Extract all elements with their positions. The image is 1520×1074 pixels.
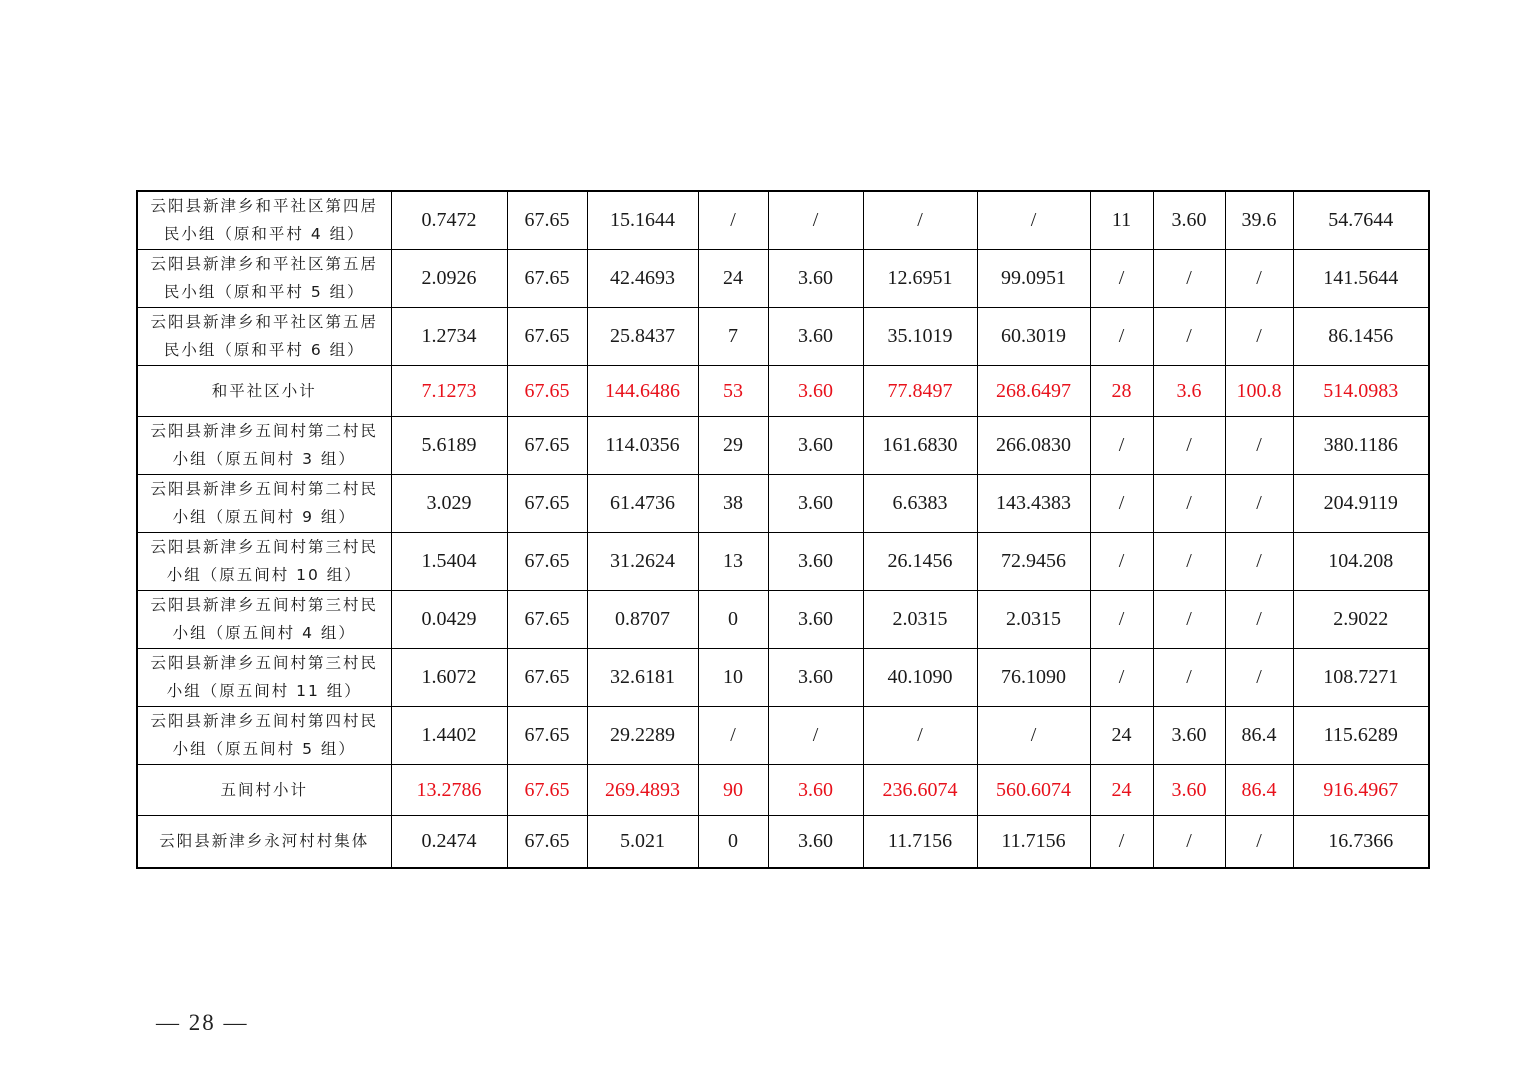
value-cell: / bbox=[698, 706, 768, 764]
value-cell: 76.1090 bbox=[977, 648, 1090, 706]
value-cell: / bbox=[977, 706, 1090, 764]
value-cell: 7 bbox=[698, 307, 768, 365]
value-cell: 3.60 bbox=[1153, 191, 1225, 249]
value-cell: 3.60 bbox=[768, 590, 863, 648]
value-cell: 144.6486 bbox=[587, 365, 698, 416]
table-row bbox=[137, 416, 1429, 474]
value-cell: / bbox=[1153, 590, 1225, 648]
value-cell: / bbox=[698, 191, 768, 249]
value-cell: / bbox=[1090, 815, 1153, 868]
value-cell: / bbox=[863, 706, 977, 764]
value-cell: 28 bbox=[1090, 365, 1153, 416]
table-row bbox=[137, 307, 1429, 365]
value-cell: 0.0429 bbox=[391, 590, 507, 648]
value-cell: 35.1019 bbox=[863, 307, 977, 365]
value-cell: 40.1090 bbox=[863, 648, 977, 706]
value-cell: 67.65 bbox=[507, 590, 587, 648]
value-cell: 26.1456 bbox=[863, 532, 977, 590]
table-row bbox=[137, 648, 1429, 706]
value-cell: 204.9119 bbox=[1293, 474, 1429, 532]
value-cell: 67.65 bbox=[507, 706, 587, 764]
value-cell: 67.65 bbox=[507, 648, 587, 706]
value-cell: / bbox=[1090, 648, 1153, 706]
value-cell: 104.208 bbox=[1293, 532, 1429, 590]
value-cell: 67.65 bbox=[507, 532, 587, 590]
group-name-cell: 云阳县新津乡五间村第三村民小组（原五间村 11 组） bbox=[137, 648, 391, 706]
value-cell: 108.7271 bbox=[1293, 648, 1429, 706]
value-cell: / bbox=[977, 191, 1090, 249]
value-cell: 54.7644 bbox=[1293, 191, 1429, 249]
value-cell: 1.5404 bbox=[391, 532, 507, 590]
value-cell: 42.4693 bbox=[587, 249, 698, 307]
group-name-cell: 云阳县新津乡五间村第三村民小组（原五间村 4 组） bbox=[137, 590, 391, 648]
value-cell: / bbox=[1225, 474, 1293, 532]
value-cell: 6.6383 bbox=[863, 474, 977, 532]
value-cell: 143.4383 bbox=[977, 474, 1090, 532]
page-number: — 28 — bbox=[156, 1010, 249, 1035]
value-cell: 61.4736 bbox=[587, 474, 698, 532]
value-cell: 13.2786 bbox=[391, 764, 507, 815]
value-cell: / bbox=[1225, 307, 1293, 365]
value-cell: 236.6074 bbox=[863, 764, 977, 815]
value-cell: 3.6 bbox=[1153, 365, 1225, 416]
table-body bbox=[137, 191, 1429, 868]
value-cell: / bbox=[1090, 532, 1153, 590]
group-name-cell: 云阳县新津乡和平社区第四居民小组（原和平村 4 组） bbox=[137, 191, 391, 249]
value-cell: 99.0951 bbox=[977, 249, 1090, 307]
group-name-cell: 云阳县新津乡五间村第二村民小组（原五间村 3 组） bbox=[137, 416, 391, 474]
value-cell: / bbox=[1153, 249, 1225, 307]
value-cell: 114.0356 bbox=[587, 416, 698, 474]
value-cell: 3.60 bbox=[768, 365, 863, 416]
group-name-cell: 云阳县新津乡五间村第三村民小组（原五间村 10 组） bbox=[137, 532, 391, 590]
value-cell: 3.60 bbox=[768, 474, 863, 532]
value-cell: 24 bbox=[698, 249, 768, 307]
value-cell: 39.6 bbox=[1225, 191, 1293, 249]
group-name-cell: 云阳县新津乡五间村第四村民小组（原五间村 5 组） bbox=[137, 706, 391, 764]
value-cell: 24 bbox=[1090, 706, 1153, 764]
value-cell: 67.65 bbox=[507, 416, 587, 474]
table-row bbox=[137, 474, 1429, 532]
value-cell: 10 bbox=[698, 648, 768, 706]
value-cell: 3.60 bbox=[1153, 706, 1225, 764]
value-cell: 13 bbox=[698, 532, 768, 590]
value-cell: 24 bbox=[1090, 764, 1153, 815]
value-cell: 86.4 bbox=[1225, 764, 1293, 815]
table-row bbox=[137, 590, 1429, 648]
value-cell: 268.6497 bbox=[977, 365, 1090, 416]
table-row bbox=[137, 249, 1429, 307]
value-cell: 60.3019 bbox=[977, 307, 1090, 365]
value-cell: 1.2734 bbox=[391, 307, 507, 365]
value-cell: 67.65 bbox=[507, 764, 587, 815]
value-cell: 3.60 bbox=[768, 416, 863, 474]
value-cell: / bbox=[1090, 416, 1153, 474]
value-cell: 32.6181 bbox=[587, 648, 698, 706]
group-name-cell: 云阳县新津乡和平社区第五居民小组（原和平村 5 组） bbox=[137, 249, 391, 307]
value-cell: 67.65 bbox=[507, 474, 587, 532]
value-cell: 67.65 bbox=[507, 191, 587, 249]
value-cell: 5.6189 bbox=[391, 416, 507, 474]
value-cell: 3.60 bbox=[768, 307, 863, 365]
value-cell: 3.029 bbox=[391, 474, 507, 532]
value-cell: / bbox=[1225, 590, 1293, 648]
value-cell: / bbox=[1225, 532, 1293, 590]
value-cell: / bbox=[1090, 590, 1153, 648]
value-cell: 269.4893 bbox=[587, 764, 698, 815]
group-name-cell: 云阳县新津乡永河村村集体 bbox=[137, 815, 391, 868]
value-cell: 67.65 bbox=[507, 365, 587, 416]
value-cell: 0.8707 bbox=[587, 590, 698, 648]
value-cell: 25.8437 bbox=[587, 307, 698, 365]
value-cell: / bbox=[768, 706, 863, 764]
value-cell: 3.60 bbox=[768, 532, 863, 590]
value-cell: / bbox=[1225, 815, 1293, 868]
value-cell: 72.9456 bbox=[977, 532, 1090, 590]
value-cell: / bbox=[1090, 474, 1153, 532]
value-cell: 15.1644 bbox=[587, 191, 698, 249]
value-cell: / bbox=[1153, 416, 1225, 474]
table-row bbox=[137, 532, 1429, 590]
value-cell: 141.5644 bbox=[1293, 249, 1429, 307]
value-cell: 2.0315 bbox=[863, 590, 977, 648]
value-cell: 3.60 bbox=[768, 648, 863, 706]
value-cell: 2.9022 bbox=[1293, 590, 1429, 648]
value-cell: 3.60 bbox=[768, 815, 863, 868]
value-cell: / bbox=[1153, 815, 1225, 868]
value-cell: 266.0830 bbox=[977, 416, 1090, 474]
value-cell: / bbox=[1225, 416, 1293, 474]
value-cell: 916.4967 bbox=[1293, 764, 1429, 815]
value-cell: 1.4402 bbox=[391, 706, 507, 764]
value-cell: 67.65 bbox=[507, 307, 587, 365]
value-cell: 0 bbox=[698, 815, 768, 868]
value-cell: / bbox=[1153, 474, 1225, 532]
value-cell: 53 bbox=[698, 365, 768, 416]
value-cell: 11.7156 bbox=[977, 815, 1090, 868]
value-cell: / bbox=[1090, 307, 1153, 365]
value-cell: 0 bbox=[698, 590, 768, 648]
table-row bbox=[137, 706, 1429, 764]
value-cell: 12.6951 bbox=[863, 249, 977, 307]
value-cell: 3.60 bbox=[768, 764, 863, 815]
value-cell: 1.6072 bbox=[391, 648, 507, 706]
group-name-cell: 云阳县新津乡和平社区第五居民小组（原和平村 6 组） bbox=[137, 307, 391, 365]
value-cell: 2.0315 bbox=[977, 590, 1090, 648]
value-cell: 67.65 bbox=[507, 249, 587, 307]
subtotal-label: 五间村小计 bbox=[137, 764, 391, 815]
value-cell: 86.4 bbox=[1225, 706, 1293, 764]
value-cell: 560.6074 bbox=[977, 764, 1090, 815]
value-cell: 514.0983 bbox=[1293, 365, 1429, 416]
value-cell: 161.6830 bbox=[863, 416, 977, 474]
value-cell: 7.1273 bbox=[391, 365, 507, 416]
value-cell: 29.2289 bbox=[587, 706, 698, 764]
value-cell: 380.1186 bbox=[1293, 416, 1429, 474]
value-cell: 86.1456 bbox=[1293, 307, 1429, 365]
value-cell: / bbox=[1153, 648, 1225, 706]
value-cell: 11.7156 bbox=[863, 815, 977, 868]
value-cell: 29 bbox=[698, 416, 768, 474]
value-cell: / bbox=[1153, 307, 1225, 365]
value-cell: 5.021 bbox=[587, 815, 698, 868]
value-cell: 38 bbox=[698, 474, 768, 532]
value-cell: 67.65 bbox=[507, 815, 587, 868]
value-cell: 2.0926 bbox=[391, 249, 507, 307]
value-cell: / bbox=[1225, 648, 1293, 706]
value-cell: / bbox=[768, 191, 863, 249]
table-row bbox=[137, 815, 1429, 868]
value-cell: 11 bbox=[1090, 191, 1153, 249]
value-cell: / bbox=[1090, 249, 1153, 307]
value-cell: 77.8497 bbox=[863, 365, 977, 416]
compensation-table bbox=[136, 190, 1430, 869]
subtotal-row bbox=[137, 365, 1429, 416]
subtotal-row bbox=[137, 764, 1429, 815]
value-cell: 3.60 bbox=[1153, 764, 1225, 815]
value-cell: 100.8 bbox=[1225, 365, 1293, 416]
value-cell: 115.6289 bbox=[1293, 706, 1429, 764]
value-cell: / bbox=[1225, 249, 1293, 307]
value-cell: 3.60 bbox=[768, 249, 863, 307]
value-cell: / bbox=[863, 191, 977, 249]
value-cell: 0.7472 bbox=[391, 191, 507, 249]
value-cell: 0.2474 bbox=[391, 815, 507, 868]
value-cell: 16.7366 bbox=[1293, 815, 1429, 868]
value-cell: 31.2624 bbox=[587, 532, 698, 590]
table-row bbox=[137, 191, 1429, 249]
group-name-cell: 云阳县新津乡五间村第二村民小组（原五间村 9 组） bbox=[137, 474, 391, 532]
value-cell: 90 bbox=[698, 764, 768, 815]
subtotal-label: 和平社区小计 bbox=[137, 365, 391, 416]
value-cell: / bbox=[1153, 532, 1225, 590]
